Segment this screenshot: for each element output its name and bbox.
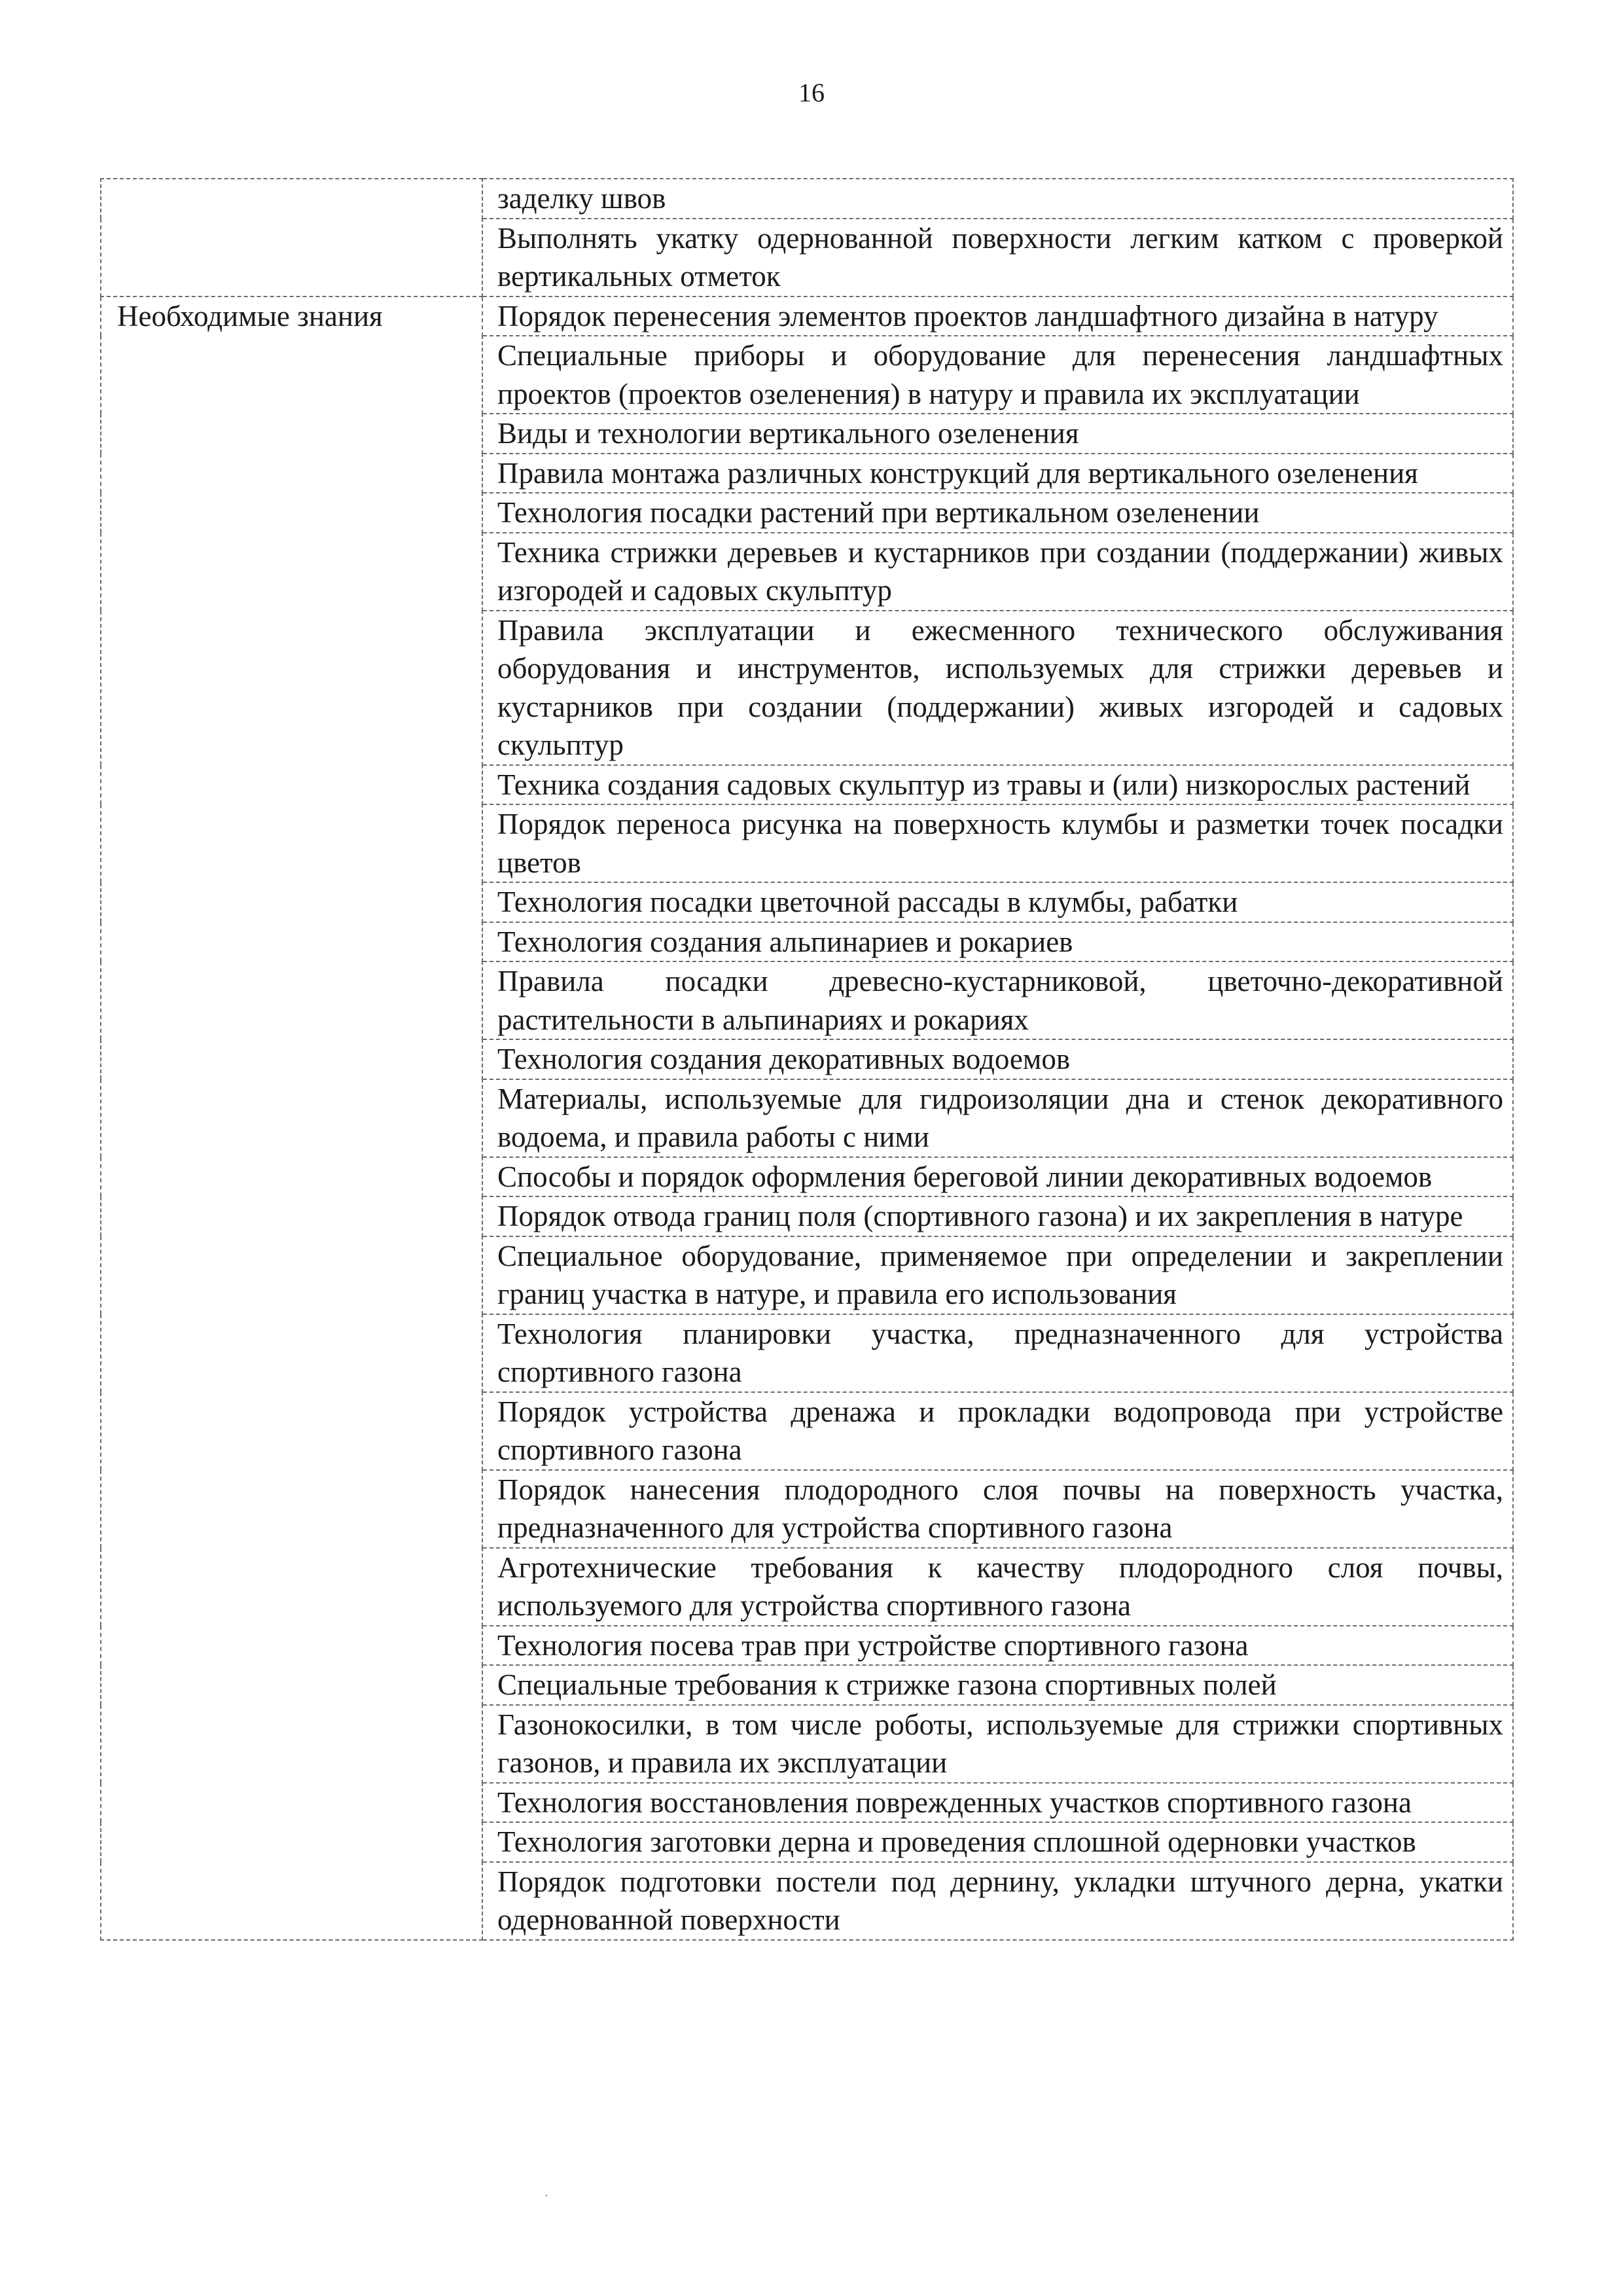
requirement-item: Технология планировки участка, предназначенного для устройства спортивного газона <box>482 1314 1513 1392</box>
requirement-item: заделку швов <box>482 179 1513 219</box>
requirement-item: Способы и порядок оформления береговой линии декоративных водоемов <box>482 1157 1513 1197</box>
table-row <box>101 296 1513 336</box>
requirement-item: Техника стрижки деревьев и кустарников при создании (поддержании) живых изгородей и садовых скульптур <box>482 533 1513 611</box>
knowledge-table <box>100 178 1514 1941</box>
requirement-item: Правила посадки древесно-кустарниковой, цветочно-декоративной растительности в альпинариях и рокариях <box>482 961 1513 1039</box>
requirement-item: Технология создания декоративных водоемов <box>482 1039 1513 1079</box>
requirement-item: Технология посадки цветочной рассады в клумбы, рабатки <box>482 882 1513 922</box>
requirement-item: Технология восстановления поврежденных участков спортивного газона <box>482 1783 1513 1823</box>
table-row <box>101 179 1513 219</box>
requirement-item: Материалы, используемые для гидроизоляции дна и стенок декоративного водоема, и правила работы с ними <box>482 1079 1513 1157</box>
table-body <box>101 179 1513 1940</box>
scan-speck <box>546 2195 547 2197</box>
requirement-item: Правила монтажа различных конструкций для вертикального озеленения <box>482 454 1513 493</box>
requirement-item: Специальные приборы и оборудование для перенесения ландшафтных проектов (проектов озеленения) в натуру и правила их эксплуатации <box>482 336 1513 414</box>
requirement-item: Виды и технологии вертикального озеленения <box>482 414 1513 454</box>
requirement-item: Выполнять укатку одернованной поверхности легким катком с проверкой вертикальных отметок <box>482 219 1513 296</box>
requirement-item: Порядок перенесения элементов проектов ландшафтного дизайна в натуру <box>482 296 1513 336</box>
requirement-item: Порядок нанесения плодородного слоя почвы на поверхность участка, предназначенного для устройства спортивного газона <box>482 1470 1513 1548</box>
section-label <box>101 179 482 296</box>
requirement-item: Порядок отвода границ поля (спортивного газона) и их закрепления в натуре <box>482 1196 1513 1236</box>
section-label: Необходимые знания <box>101 296 482 1940</box>
requirement-item: Технология создания альпинариев и рокариев <box>482 922 1513 962</box>
requirement-item: Техника создания садовых скульптур из травы и (или) низкорослых растений <box>482 765 1513 805</box>
requirement-item: Порядок переноса рисунка на поверхность клумбы и разметки точек посадки цветов <box>482 804 1513 882</box>
requirement-item: Порядок устройства дренажа и прокладки водопровода при устройстве спортивного газона <box>482 1392 1513 1470</box>
requirement-item: Газонокосилки, в том числе роботы, используемые для стрижки спортивных газонов, и правила их эксплуатации <box>482 1705 1513 1783</box>
requirement-item: Порядок подготовки постели под дернину, укладки штучного дерна, укатки одернованной поверхности <box>482 1862 1513 1940</box>
requirement-item: Правила эксплуатации и ежесменного технического обслуживания оборудования и инструментов, используемых для стрижки деревьев и кустарников при создании (поддержании) живых изгородей и садовых скульптур <box>482 611 1513 765</box>
requirement-item: Специальные требования к стрижке газона спортивных полей <box>482 1665 1513 1705</box>
page-number: 16 <box>798 78 825 107</box>
requirement-item: Технология посадки растений при вертикальном озеленении <box>482 493 1513 533</box>
requirement-item: Технология заготовки дерна и проведения сплошной одерновки участков <box>482 1822 1513 1862</box>
requirement-item: Специальное оборудование, применяемое при определении и закреплении границ участка в натуре, и правила его использования <box>482 1236 1513 1314</box>
requirement-item: Агротехнические требования к качеству плодородного слоя почвы, используемого для устройства спортивного газона <box>482 1548 1513 1626</box>
requirement-item: Технология посева трав при устройстве спортивного газона <box>482 1626 1513 1666</box>
